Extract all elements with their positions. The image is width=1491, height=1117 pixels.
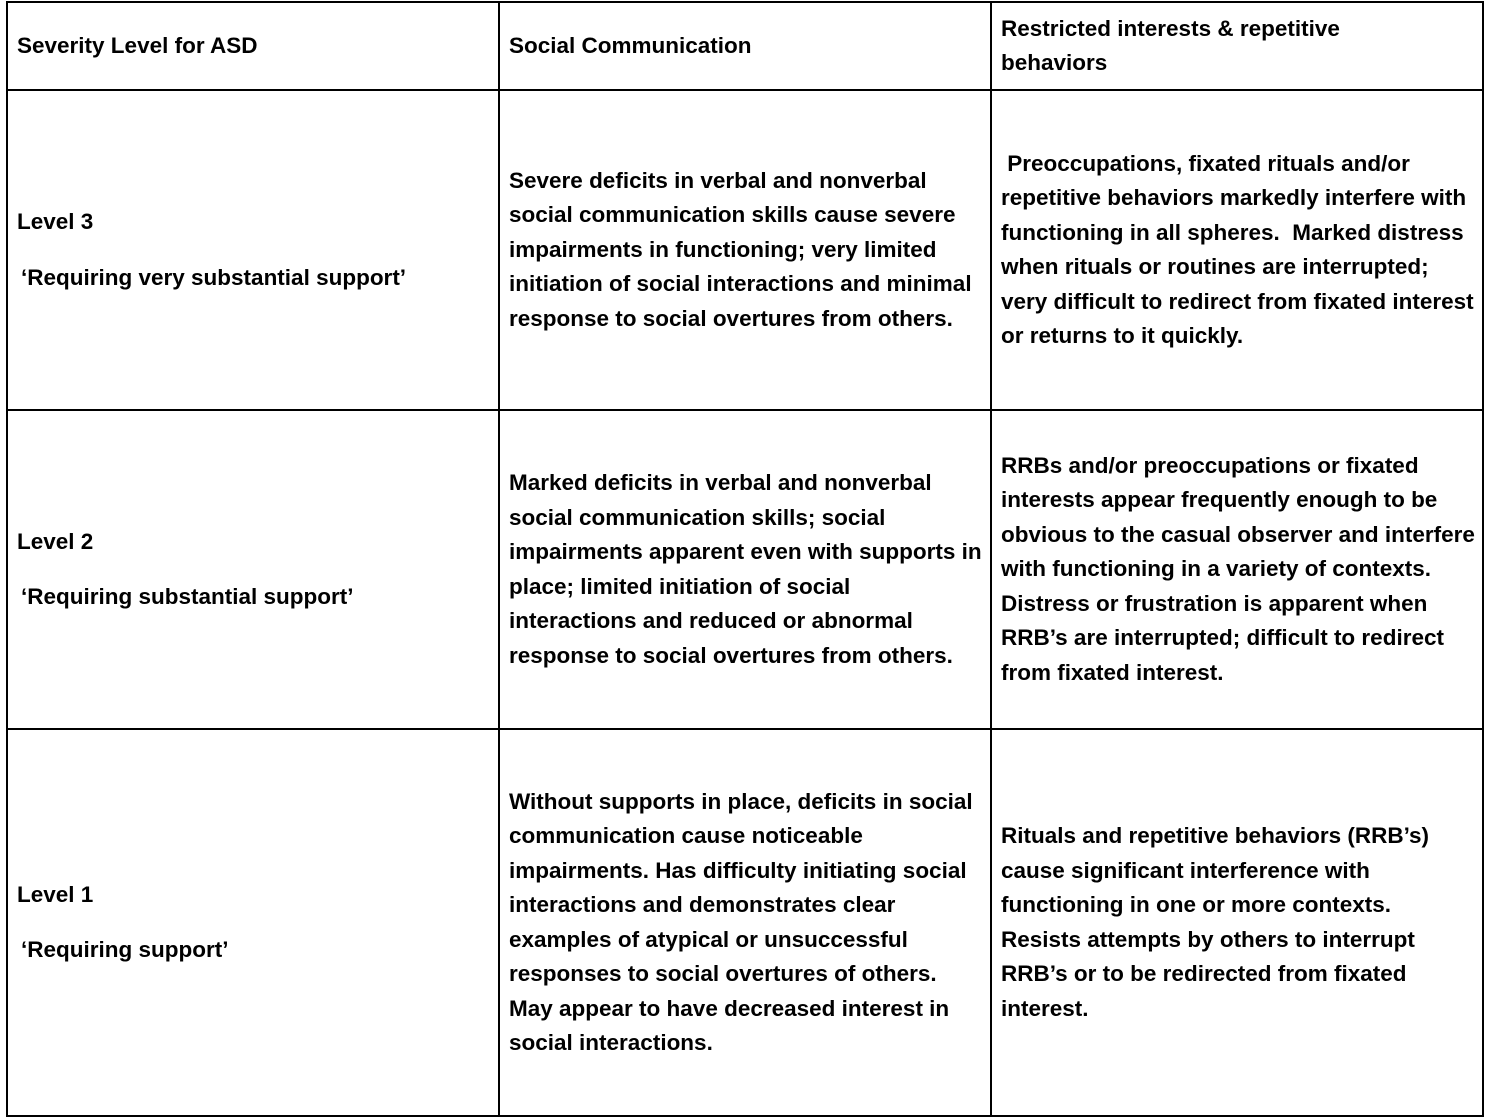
support-description: ‘Requiring substantial support’ bbox=[21, 584, 354, 609]
asd-severity-table bbox=[6, 1, 1484, 1117]
support-description: ‘Requiring very substantial support’ bbox=[21, 264, 407, 290]
severity-level-label: Level 3 bbox=[17, 209, 94, 234]
severity-cell bbox=[7, 90, 499, 410]
restricted-behaviors-cell: Preoccupations, fixated rituals and/or repetitive behaviors markedly interfere with functioning in all spheres. Marked distress when rituals or routines are interrupted; very difficult to redirect from fixated interest or returns to it quickly. bbox=[991, 90, 1483, 410]
table-row-level-3 bbox=[7, 90, 1483, 410]
severity-cell bbox=[7, 729, 499, 1116]
header-social-communication: Social Communication bbox=[499, 2, 991, 90]
table-row-level-2 bbox=[7, 410, 1483, 729]
social-communication-cell: Marked deficits in verbal and nonverbal social communication skills; social impairments apparent even with supports in place; limited initiation of social interactions and reduced or abnormal response to social overtures from others. bbox=[499, 410, 991, 729]
severity-cell bbox=[7, 410, 499, 729]
severity-level-label: Level 2 bbox=[17, 528, 94, 554]
table-row-level-1 bbox=[7, 729, 1483, 1116]
header-severity-level: Severity Level for ASD bbox=[7, 2, 499, 90]
social-communication-cell: Severe deficits in verbal and nonverbal social communication skills cause severe impairments in functioning; very limited initiation of social interactions and minimal response to social overtures from others. bbox=[499, 90, 991, 410]
support-description: ‘Requiring support’ bbox=[21, 937, 229, 962]
restricted-behaviors-cell: Rituals and repetitive behaviors (RRB’s) cause significant interference with functioning in one or more contexts. Resists attempts by others to interrupt RRB’s or to be redirected from fixated interest. bbox=[991, 729, 1483, 1116]
restricted-behaviors-cell: RRBs and/or preoccupations or fixated interests appear frequently enough to be obvious to the casual observer and interfere with functioning in a variety of contexts. Distress or frustration is apparent when RRB’s are interrupted; difficult to redirect from fixated interest. bbox=[991, 410, 1483, 729]
table-header-row bbox=[7, 2, 1483, 90]
header-restricted-behaviors: Restricted interests & repetitive behaviors bbox=[991, 2, 1483, 90]
severity-level-label: Level 1 bbox=[17, 881, 94, 907]
social-communication-cell: Without supports in place, deficits in social communication cause noticeable impairments. Has difficulty initiating social interactions and demonstrates clear examples of atypical or unsuccessful responses to social overtures of others. May appear to have decreased interest in social interactions. bbox=[499, 729, 991, 1116]
